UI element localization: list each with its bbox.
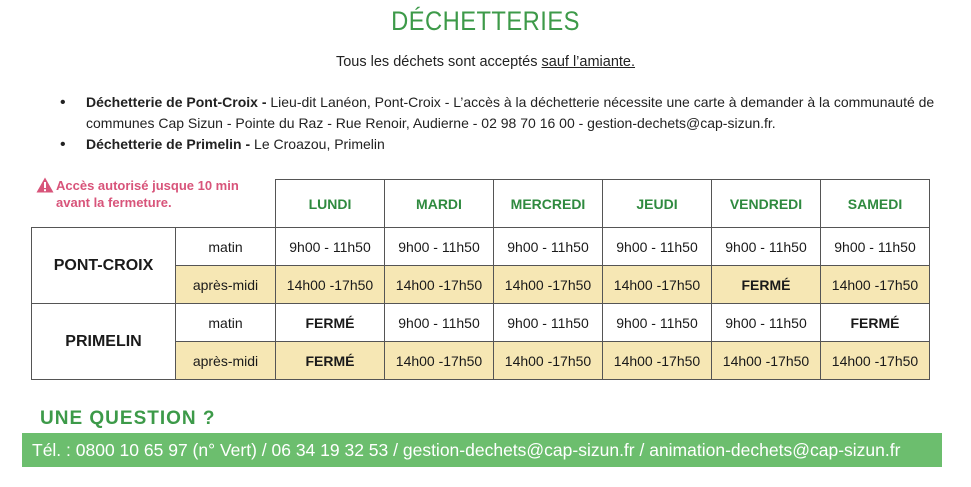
closed-cell: FERMÉ — [276, 304, 385, 342]
hours-cell: 14h00 -17h50 — [494, 342, 603, 380]
closed-cell: FERMÉ — [712, 266, 821, 304]
period-label: après-midi — [176, 342, 276, 380]
hours-cell: 9h00 - 11h50 — [603, 228, 712, 266]
hours-cell: 14h00 -17h50 — [385, 266, 494, 304]
page-title: DÉCHETTERIES — [391, 6, 580, 36]
hours-cell: 14h00 -17h50 — [603, 342, 712, 380]
hours-cell: 14h00 -17h50 — [494, 266, 603, 304]
period-label: après-midi — [176, 266, 276, 304]
hours-cell: 14h00 -17h50 — [603, 266, 712, 304]
day-header: LUNDI — [276, 180, 385, 228]
closed-cell: FERMÉ — [821, 304, 930, 342]
table-row — [32, 304, 930, 342]
period-label: matin — [176, 228, 276, 266]
day-header: SAMEDI — [821, 180, 930, 228]
hours-cell: 9h00 - 11h50 — [385, 228, 494, 266]
location-detail: Lieu-dit Lanéon, Pont-Croix - L’accès à la déchetterie nécessite une carte à demander à la communauté de communes Cap Sizun - Pointe du Raz - Rue Renoir, Audierne - 02 98 70 16 00 - gestion-dechets@cap-sizun.fr. — [86, 94, 935, 131]
hours-cell: 14h00 -17h50 — [276, 266, 385, 304]
day-header: MERCREDI — [494, 180, 603, 228]
day-header: MARDI — [385, 180, 494, 228]
hours-cell: 9h00 - 11h50 — [494, 304, 603, 342]
location-detail: Le Croazou, Primelin — [250, 136, 385, 152]
question-title: UNE QUESTION ? — [40, 408, 216, 429]
location-list — [58, 92, 938, 155]
table-row — [32, 228, 930, 266]
subtitle-text: Tous les déchets sont acceptés — [335, 54, 542, 70]
hours-cell: 9h00 - 11h50 — [494, 228, 603, 266]
location-name: Déchetterie de Pont-Croix - — [86, 94, 267, 110]
warning-icon — [36, 177, 56, 211]
day-header: JEUDI — [603, 180, 712, 228]
hours-cell: 9h00 - 11h50 — [712, 304, 821, 342]
hours-cell: 9h00 - 11h50 — [821, 228, 930, 266]
period-label: matin — [176, 304, 276, 342]
hours-cell: 14h00 -17h50 — [821, 342, 930, 380]
hours-cell: 14h00 -17h50 — [821, 266, 930, 304]
hours-cell: 9h00 - 11h50 — [385, 304, 494, 342]
hours-cell: 9h00 - 11h50 — [712, 228, 821, 266]
closed-cell: FERMÉ — [276, 342, 385, 380]
site-label: PRIMELIN — [32, 304, 176, 380]
location-name: Déchetterie de Primelin - — [86, 136, 251, 152]
access-warning — [36, 177, 276, 211]
hours-cell: 14h00 -17h50 — [385, 342, 494, 380]
hours-cell: 14h00 -17h50 — [712, 342, 821, 380]
warning-text: Accès autorisé jusque 10 min avant la fermeture. — [56, 178, 239, 210]
location-item-pont-croix — [58, 92, 938, 134]
subtitle — [0, 54, 971, 70]
hours-cell: 9h00 - 11h50 — [603, 304, 712, 342]
day-header: VENDREDI — [712, 180, 821, 228]
contact-bar: Tél. : 0800 10 65 97 (n° Vert) / 06 34 19 32 53 / gestion-dechets@cap-sizun.fr / animation-dechets@cap-sizun.fr — [22, 433, 942, 467]
hours-cell: 9h00 - 11h50 — [276, 228, 385, 266]
subtitle-underlined: sauf l’amiante. — [541, 54, 636, 70]
location-item-primelin — [58, 134, 938, 155]
site-label: PONT-CROIX — [32, 228, 176, 304]
